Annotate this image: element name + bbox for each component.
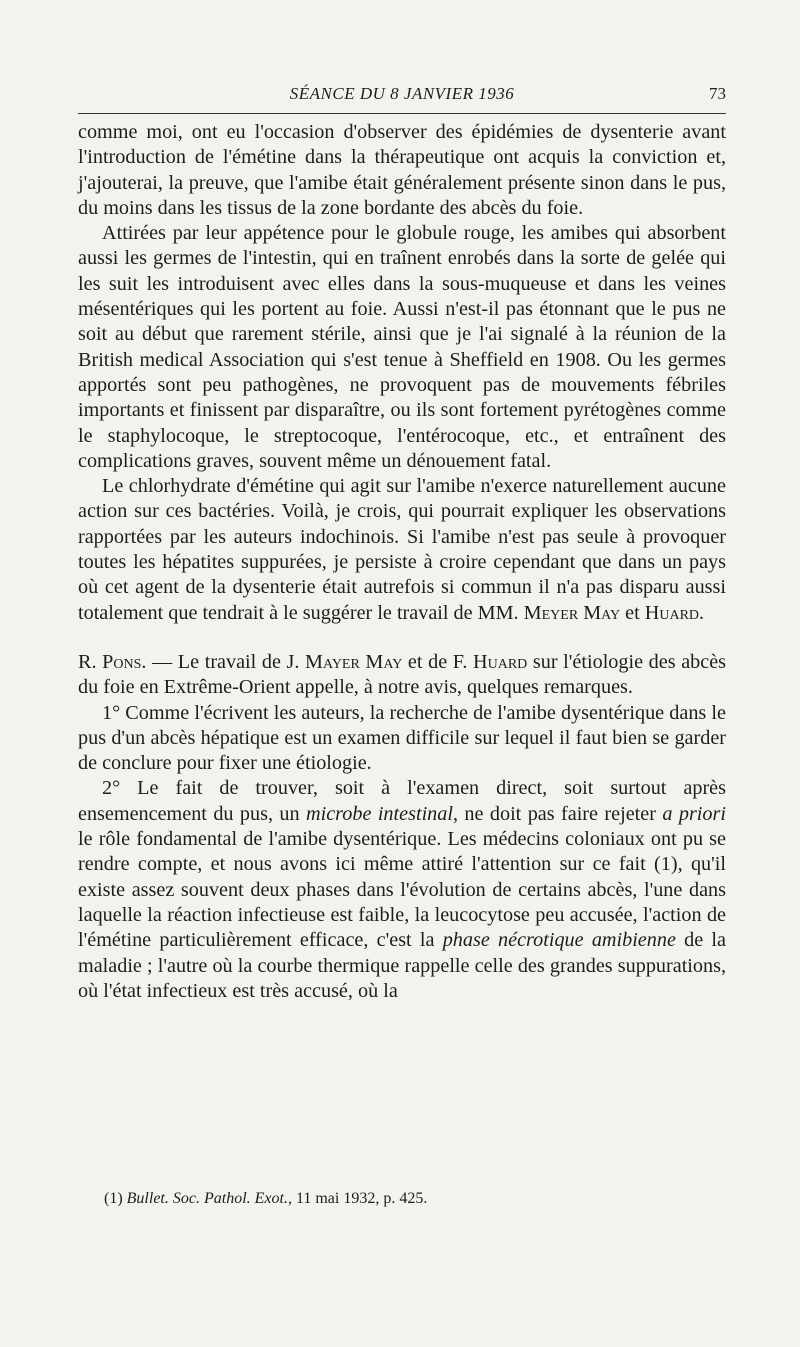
paragraph-3-text: Le chlorhydrate d'émétine qui agit sur l'amibe n'exerce naturellement aucune action sur ces bactéries. Voilà, je crois, qui pourrait expliquer les observations rapportées par les auteurs indochinois. Si l'amibe n'est pas seule à provoquer toutes les hépatites suppurées, je persiste à croire cependant que dans un pays où cet agent de la dysenterie était autrefois si commun il n'a pas disparu aussi totalement que tendrait à le suggérer le travail de MM. [78, 475, 726, 624]
p6-italic-microbe-intestinal: microbe intestinal [306, 802, 453, 825]
footnote-rest: , 11 mai 1932, p. 425. [287, 1190, 428, 1207]
paragraph-3-end: . [699, 601, 705, 624]
footnote-marker: (1) [104, 1190, 127, 1207]
paragraph-3 [78, 474, 726, 626]
running-title: SÉANCE DU 8 JANVIER 1936 [289, 84, 515, 103]
paragraph-4 [78, 650, 726, 701]
running-head [78, 84, 726, 112]
joiner-et: et [620, 601, 645, 624]
paragraph-5: 1° Comme l'écrivent les auteurs, la recherche de l'amibe dysentérique dans le pus d'un abcès hépatique est un examen difficile sur lequel il faut bien se garder de conclure pour fixer une étiologie. [78, 701, 726, 775]
paragraph-1: comme moi, ont eu l'occasion d'observer des épidémies de dysenterie avant l'introduction de l'émétine dans la thérapeutique ont acquis la conviction et, j'ajouterai, la preuve, que l'amibe était généralement présente sinon dans le pus, du moins dans les tissus de la zone bordante des abcès du foie. [78, 121, 726, 219]
body-text [78, 120, 726, 1004]
paragraph-2: Attirées par leur appétence pour le globule rouge, les amibes qui absorbent aussi les germes de l'intestin, qui en traînent enrobés dans la sorte de gelée qui les suit les introduisent avec elles dans la sous-muqueuse et dans les veines mésentériques qui les portent au foie. Aussi n'est-il pas étonnant que le pus ne soit au début que rarement stérile, ainsi que je l'ai signalé à la réunion de la British medical Association qui s'est tenue à Sheffield en 1908. Ou les germes apportés sont peu pathogènes, ne provoquent pas de mouvements fébriles importants et finissent par disparaître, ou ils sont fortement pyrétogènes comme le staphylocoque, le streptocoque, l'entérocoque, etc., et entraînent des complications graves, souvent même un dénouement fatal. [78, 222, 726, 472]
p6-italic-phase-necrotique: phase nécrotique amibienne [442, 929, 676, 952]
paragraph-4-text: sur l'étiologie des abcès du foie en Extrême-Orient appelle, à notre avis, quelques remarques. [78, 650, 727, 699]
author-name-huard-2: Huard [473, 650, 528, 673]
speaker-dash: — Le travail de J. [146, 650, 306, 673]
joiner-et-de: et de F. [402, 650, 474, 673]
p6-part-7: de la maladie ; l'autre où la courbe thermique rappelle celle des grandes suppurations, où l'état infectieux est très accusé, où la [78, 929, 726, 1002]
author-name-huard: Huard [644, 601, 700, 624]
p6-part-5: le rôle fondamental de l'amibe dysentérique. Les médecins coloniaux ont pu se rendre compte, et nous avons ici même attiré l'attention sur ce fait (1), qu'il existe assez souvent deux phases dans l'évolution de certains abcès, l'une dans laquelle la réaction infectieuse est faible, la leucocytose peu accusée, l'action de l'émétine particulièrement efficace, c'est la [78, 828, 726, 952]
p6-part-3: , ne doit pas faire rejeter [452, 802, 663, 825]
footnote [104, 1189, 724, 1209]
author-name-mayer-may: Mayer May [305, 650, 403, 673]
speaker-name: R. Pons. [78, 650, 147, 673]
paragraph-6 [78, 776, 726, 1004]
header-rule [78, 113, 726, 114]
p6-italic-a-priori: a priori [662, 802, 726, 825]
page-number: 73 [709, 84, 726, 103]
footnote-source: Bullet. Soc. Pathol. Exot. [126, 1190, 288, 1207]
p6-part-1: 2° Le fait de trouver, soit à l'examen direct, soit surtout après ensemencement du pus, un [78, 777, 726, 825]
author-name-meyer-may: Meyer May [523, 601, 621, 624]
